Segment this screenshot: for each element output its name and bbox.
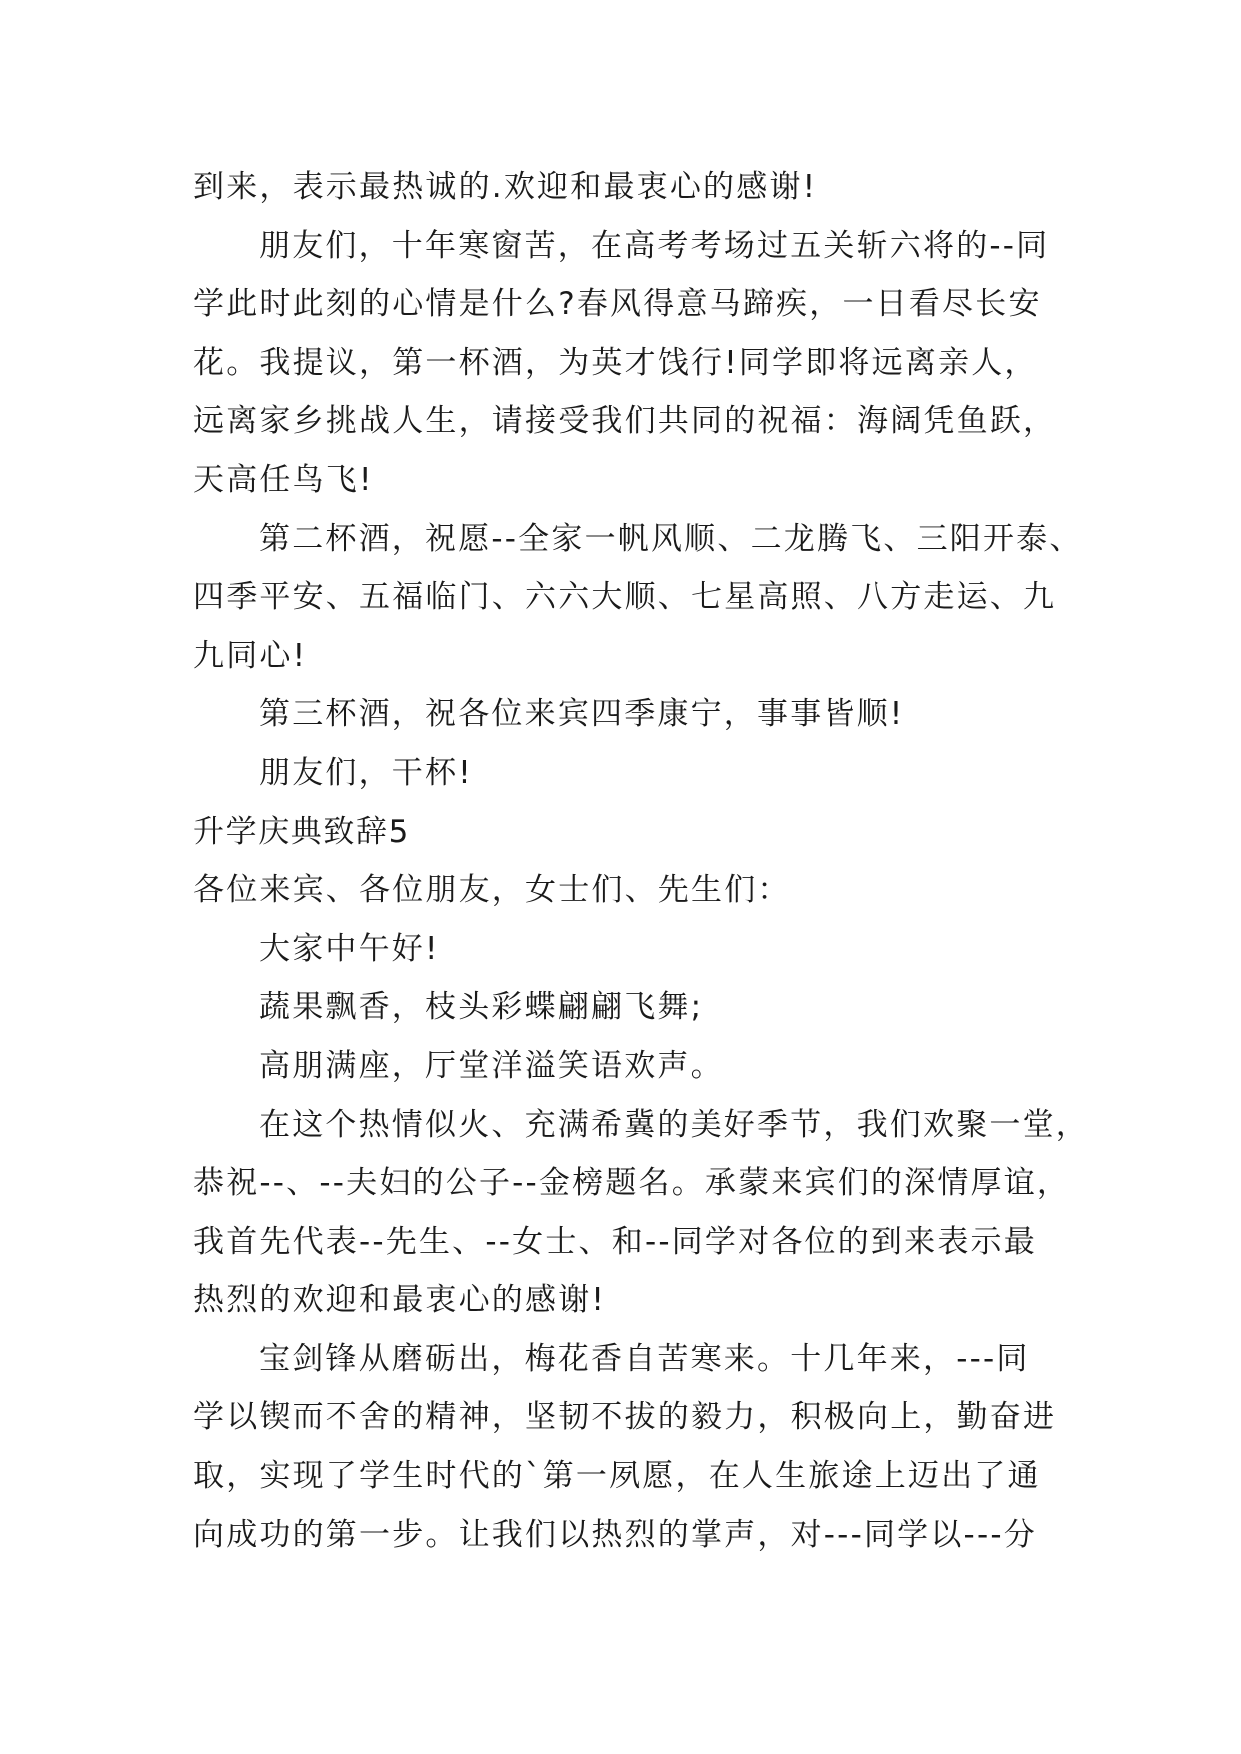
text-line: 花。我提议，第一杯酒，为英才饯行!同学即将远离亲人， [193, 344, 1038, 381]
text-line: 九同心! [193, 637, 308, 674]
paragraph-line: 宝剑锋从磨砺出，梅花香自苦寒来。十几年来，---同 [259, 1340, 1030, 1377]
paragraph-line: 第二杯酒，祝愿--全家一帆风顺、二龙腾飞、三阳开泰、 [259, 520, 1083, 557]
text-line: 学以锲而不舍的精神，坚韧不拔的毅力，积极向上，勤奋进 [193, 1399, 1057, 1436]
paragraph-line: 蔬果飘香，枝头彩蝶翩翩飞舞; [259, 989, 704, 1026]
paragraph-line: 在这个热情似火、充满希冀的美好季节，我们欢聚一堂， [259, 1106, 1089, 1143]
text-line: 远离家乡挑战人生，请接受我们共同的祝福：海阔凭鱼跃， [193, 403, 1057, 440]
text-line: 向成功的第一步。让我们以热烈的掌声，对---同学以---分 [193, 1516, 1037, 1553]
paragraph-line: 第三杯酒，祝各位来宾四季康宁，事事皆顺! [259, 696, 905, 733]
text-line: 热烈的欢迎和最衷心的感谢! [193, 1282, 607, 1319]
section-heading: 升学庆典致辞5 [193, 813, 410, 850]
paragraph-line: 朋友们，十年寒窗苦，在高考考场过五关斩六将的--同 [259, 227, 1050, 264]
text-line: 天高任鸟飞! [193, 461, 374, 498]
text-line: 取，实现了学生时代的`第一夙愿，在人生旅途上迈出了通 [193, 1458, 1041, 1495]
text-line: 恭祝--、--夫妇的公子--金榜题名。承蒙来宾们的深情厚谊， [193, 1165, 1071, 1202]
salutation-line: 各位来宾、各位朋友，女士们、先生们： [193, 872, 791, 909]
text-line: 四季平安、五福临门、六六大顺、七星高照、八方走运、九 [193, 579, 1057, 616]
paragraph-line: 朋友们，干杯! [259, 754, 473, 791]
text-line: 学此时此刻的心情是什么?春风得意马蹄疾，一日看尽长安 [193, 286, 1042, 323]
document-body [193, 158, 1089, 1564]
text-line: 到来，表示最热诚的.欢迎和最衷心的感谢! [193, 169, 818, 205]
text-line: 我首先代表--先生、--女士、和--同学对各位的到来表示最 [193, 1223, 1037, 1260]
paragraph-line: 高朋满座，厅堂洋溢笑语欢声。 [259, 1047, 724, 1084]
paragraph-line: 大家中午好! [259, 930, 440, 967]
